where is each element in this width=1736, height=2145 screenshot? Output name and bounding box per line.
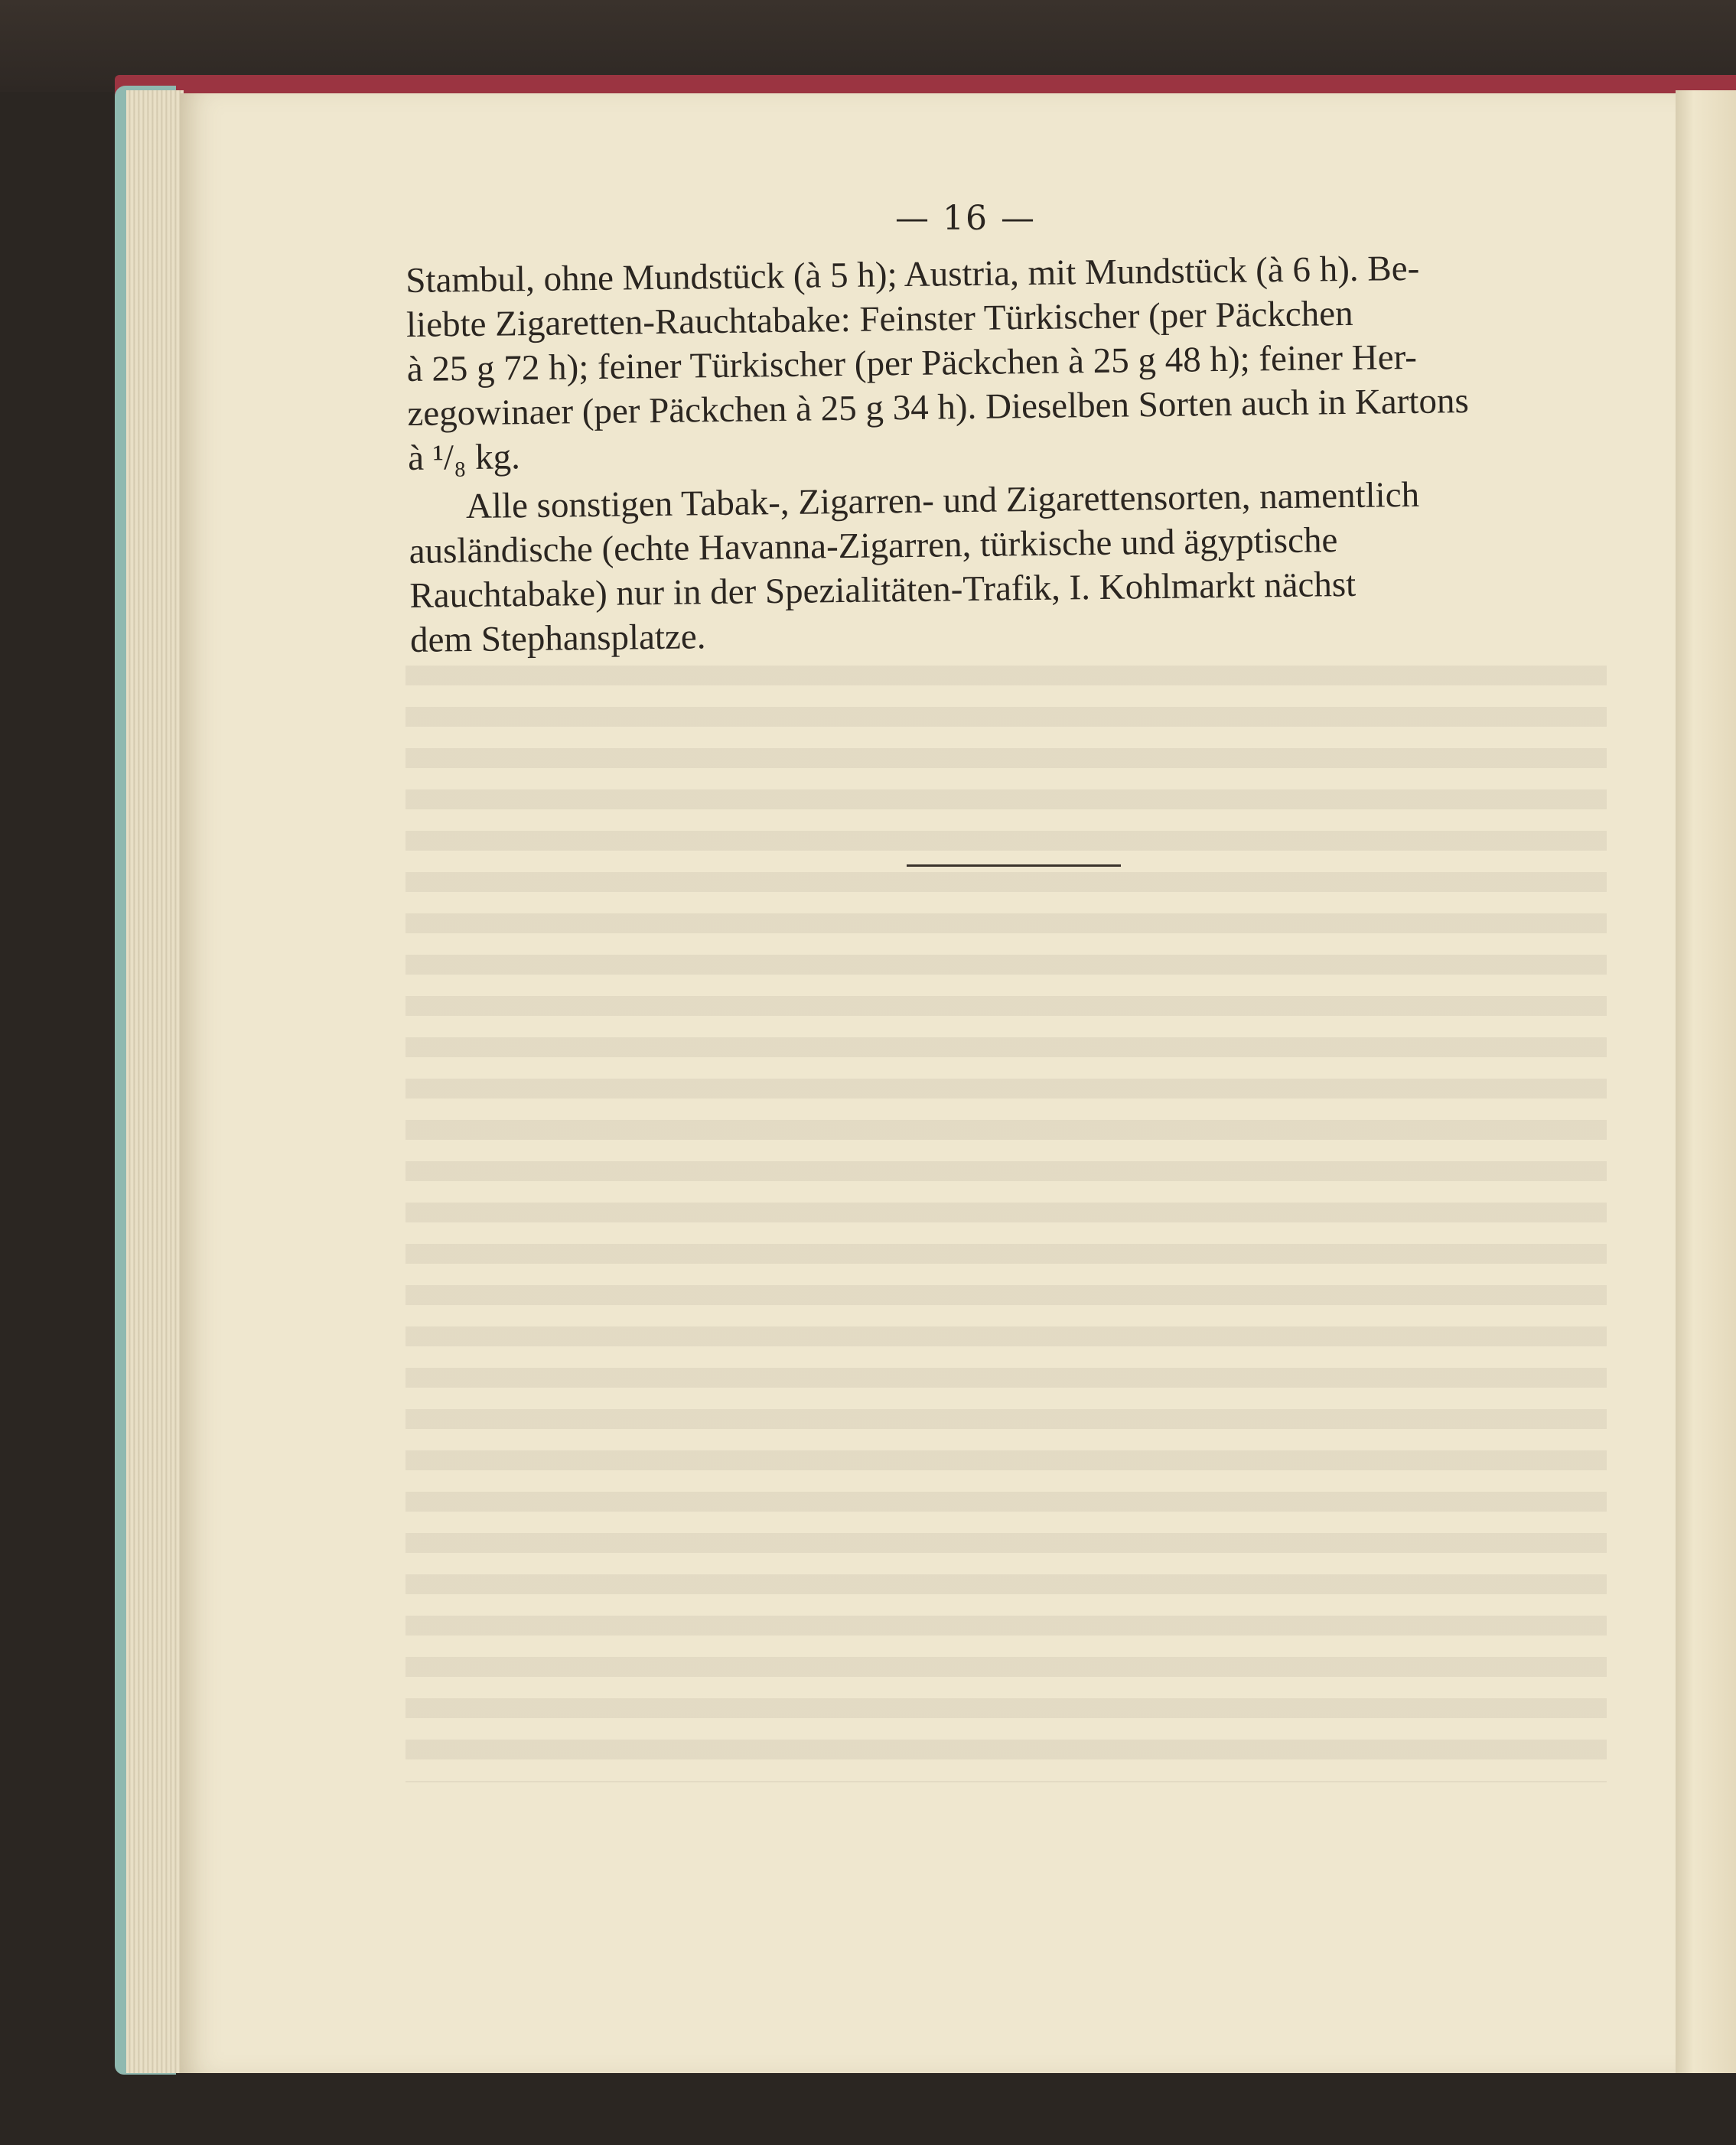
text-line: Alle sonstigen Tabak-, Zigarren- und Zigarettensorten, namentlich <box>465 474 1420 527</box>
page-number: — 16 — <box>895 199 1036 238</box>
section-divider <box>907 864 1121 867</box>
text-line: à 25 g 72 h); feiner Türkischer (per Päckchen à 25 g 48 h); feiner Her- <box>406 337 1418 389</box>
paragraph-1 <box>406 244 1609 480</box>
show-through-text <box>406 666 1607 1782</box>
text-line: liebte Zigaretten-Rauchtabake: Feinster Türkischer (per Päckchen <box>406 293 1353 345</box>
text-line: à ¹/₈ kg. <box>407 437 521 478</box>
page-text <box>406 244 1611 662</box>
paragraph-2 <box>409 470 1612 662</box>
facing-page-edge <box>1676 90 1736 2073</box>
page-stack-edge <box>126 90 184 2073</box>
text-line: Stambul, ohne Mundstück (à 5 h); Austria, mit Mundstück (à 6 h). Be- <box>406 248 1420 301</box>
text-line: zegowinaer (per Päckchen à 25 g 34 h). Dieselben Sorten auch in Kartons <box>407 381 1470 434</box>
text-line: ausländische (echte Havanna-Zigarren, türkische und ägyptische <box>409 520 1338 571</box>
text-line: Rauchtabake) nur in der Spezialitäten-Trafik, I. Kohlmarkt nächst <box>409 564 1357 616</box>
text-line: dem Stephansplatze. <box>409 617 706 660</box>
